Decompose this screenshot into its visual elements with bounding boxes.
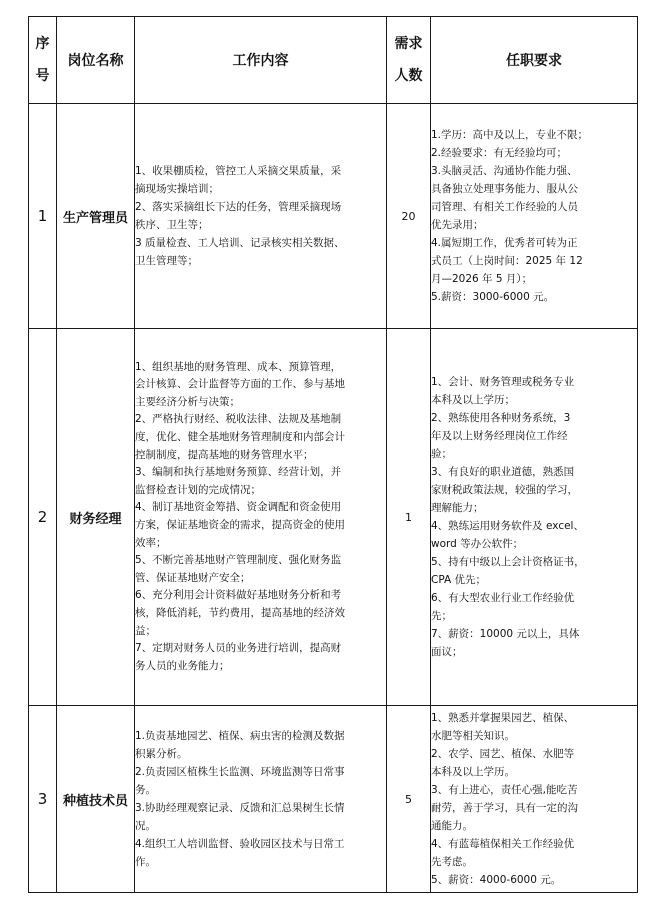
work-line: 效率； — [135, 536, 167, 549]
requirement-line: 2.经验要求：有无经验均可； — [431, 147, 568, 159]
work-content — [135, 329, 387, 706]
headcount: 20 — [387, 104, 431, 329]
header-work: 工作内容 — [135, 17, 387, 104]
work-line: 会计核算、会计监督等方面的工作、参与基地 — [135, 378, 345, 391]
header-seq-no — [29, 17, 57, 104]
row-number: 3 — [29, 706, 57, 893]
requirement-line: 6、有大型农业行业工作经验优 — [431, 592, 575, 604]
work-line: 2、落实采摘组长下达的任务，管理采摘现场 — [135, 201, 342, 213]
work-line: 3 质量检查、工人培训、记录核实相关数据、 — [135, 237, 345, 249]
requirement-line: 司管理、有相关工作经验的人员 — [431, 201, 578, 213]
work-line: 7、定期对财务人员的业务进行培训，提高财 — [135, 642, 342, 655]
work-line: 益； — [135, 624, 156, 637]
requirement-line: 年及以上财务经理岗位工作经 — [431, 430, 568, 442]
requirement-line: 月—2026 年 5 月）； — [431, 273, 533, 285]
requirement-line: 面议； — [431, 646, 463, 658]
work-line: 4、制订基地资金筹措、资金调配和资金使用 — [135, 501, 342, 514]
requirement-line: CPA 优先； — [431, 574, 487, 586]
requirement-line: 先； — [431, 610, 452, 622]
header-seq-char: 序 — [35, 36, 50, 52]
requirement-line: 水肥等相关知识。 — [431, 730, 515, 742]
requirement-line: 具备独立处理事务能力、服从公 — [431, 183, 578, 195]
work-line: 况。 — [135, 820, 156, 832]
work-line: 1、组织基地的财务管理、成本、预算管理， — [135, 360, 342, 373]
header-seq-char: 号 — [35, 68, 50, 84]
work-line: 监督检查计划的完成情况； — [135, 483, 261, 496]
work-line: 6、充分利用会计资料做好基地财务分析和考 — [135, 589, 342, 602]
requirement-line: 5、薪资：4000-6000 元。 — [431, 874, 562, 886]
position-name: 财务经理 — [57, 329, 135, 706]
requirement-line: 2、熟练使用各种财务系统，3 — [431, 412, 571, 424]
work-line: 1、收果棚质检，管控工人采摘交果质量，采 — [135, 165, 342, 177]
work-line: 控制制度，提高基地的财务管理水平； — [135, 448, 314, 461]
headcount: 1 — [387, 329, 431, 706]
requirement-line: 验； — [431, 448, 452, 460]
work-line: 2.负责园区植株生长监测、环境监测等日常事 — [135, 766, 345, 778]
requirement-line: 4、有蓝莓植保相关工作经验优 — [431, 838, 575, 850]
requirements — [431, 329, 638, 706]
work-content — [135, 104, 387, 329]
work-line: 1.负责基地园艺、植保、病虫害的检测及数据 — [135, 730, 345, 742]
work-line: 4.组织工人培训监督、验收园区技术与日常工 — [135, 838, 345, 850]
work-line: 3、编制和执行基地财务预算、经营计划，并 — [135, 466, 342, 479]
requirement-line: 耐劳，善于学习，具有一定的沟 — [431, 802, 578, 814]
requirement-line: 本科及以上学历； — [431, 394, 515, 406]
requirement-line: 先考虑。 — [431, 856, 473, 868]
work-line: 秩序、卫生等； — [135, 219, 209, 231]
requirements — [431, 706, 638, 893]
requirement-line: 理解能力； — [431, 502, 484, 514]
job-postings-table — [28, 16, 638, 893]
work-line: 5、不断完善基地财产管理制度、强化财务监 — [135, 554, 342, 567]
requirement-line: word 等办公软件； — [431, 538, 524, 550]
requirement-line: 5.薪资：3000-6000 元。 — [431, 291, 555, 303]
header-headcount-part: 人数 — [394, 68, 423, 84]
table-row — [29, 104, 638, 329]
row-number: 1 — [29, 104, 57, 329]
header-headcount-part: 需求 — [394, 36, 423, 52]
requirement-line: 家财税政策法规，较强的学习， — [431, 484, 578, 496]
table-header-row — [29, 17, 638, 104]
requirement-line: 1.学历：高中及以上，专业不限； — [431, 129, 589, 141]
requirement-line: 通能力。 — [431, 820, 473, 832]
requirements — [431, 104, 638, 329]
requirement-line: 2、农学、园艺、植保、水肥等 — [431, 748, 575, 760]
row-number: 2 — [29, 329, 57, 706]
table-row — [29, 706, 638, 893]
requirement-line: 3、有良好的职业道德，熟悉国 — [431, 466, 575, 478]
work-line: 摘现场实操培训； — [135, 183, 219, 195]
headcount: 5 — [387, 706, 431, 893]
requirement-line: 7、薪资：10000 元以上，具体 — [431, 628, 580, 640]
requirement-line: 4.属短期工作，优秀者可转为正 — [431, 237, 578, 249]
requirement-line: 优先录用； — [431, 219, 484, 231]
header-requirements: 任职要求 — [431, 17, 638, 104]
work-line: 核，降低消耗，节约费用，提高基地的经济效 — [135, 606, 345, 619]
header-headcount — [387, 17, 431, 104]
work-line: 方案，保证基地资金的需求，提高资金的使用 — [135, 519, 345, 531]
requirement-line: 1、会计、财务管理或税务专业 — [431, 376, 575, 388]
requirement-line: 本科及以上学历。 — [431, 766, 515, 778]
requirement-line: 3、有上进心，责任心强,能吃苦 — [431, 784, 578, 796]
work-line: 2、严格执行财经、税收法律、法规及基地制 — [135, 413, 342, 426]
work-line: 卫生管理等； — [135, 255, 198, 267]
work-line: 务。 — [135, 784, 156, 796]
work-content — [135, 706, 387, 893]
work-line: 3.协助经理观察记录、反馈和汇总果树生长情 — [135, 802, 345, 814]
table-row — [29, 329, 638, 706]
work-line: 度，优化、健全基地财务管理制度和内部会计 — [135, 431, 345, 444]
header-position: 岗位名称 — [57, 17, 135, 104]
position-name: 生产管理员 — [57, 104, 135, 329]
requirement-line: 4、熟练运用财务软件及 excel、 — [431, 520, 584, 532]
position-name: 种植技术员 — [57, 706, 135, 893]
work-line: 主要经济分析与决策； — [135, 395, 240, 408]
work-line: 务人员的业务能力； — [135, 659, 230, 672]
work-line: 管、保证基地财产安全； — [135, 571, 251, 584]
requirement-line: 1、熟悉并掌握果园艺、植保、 — [431, 712, 575, 724]
requirement-line: 5、持有中级以上会计资格证书， — [431, 556, 585, 568]
requirement-line: 式员工（上岗时间：2025 年 12 — [431, 255, 583, 267]
requirement-line: 3.头脑灵活、沟通协作能力强、 — [431, 165, 578, 177]
work-line: 作。 — [135, 856, 156, 868]
work-line: 积累分析。 — [135, 748, 188, 760]
